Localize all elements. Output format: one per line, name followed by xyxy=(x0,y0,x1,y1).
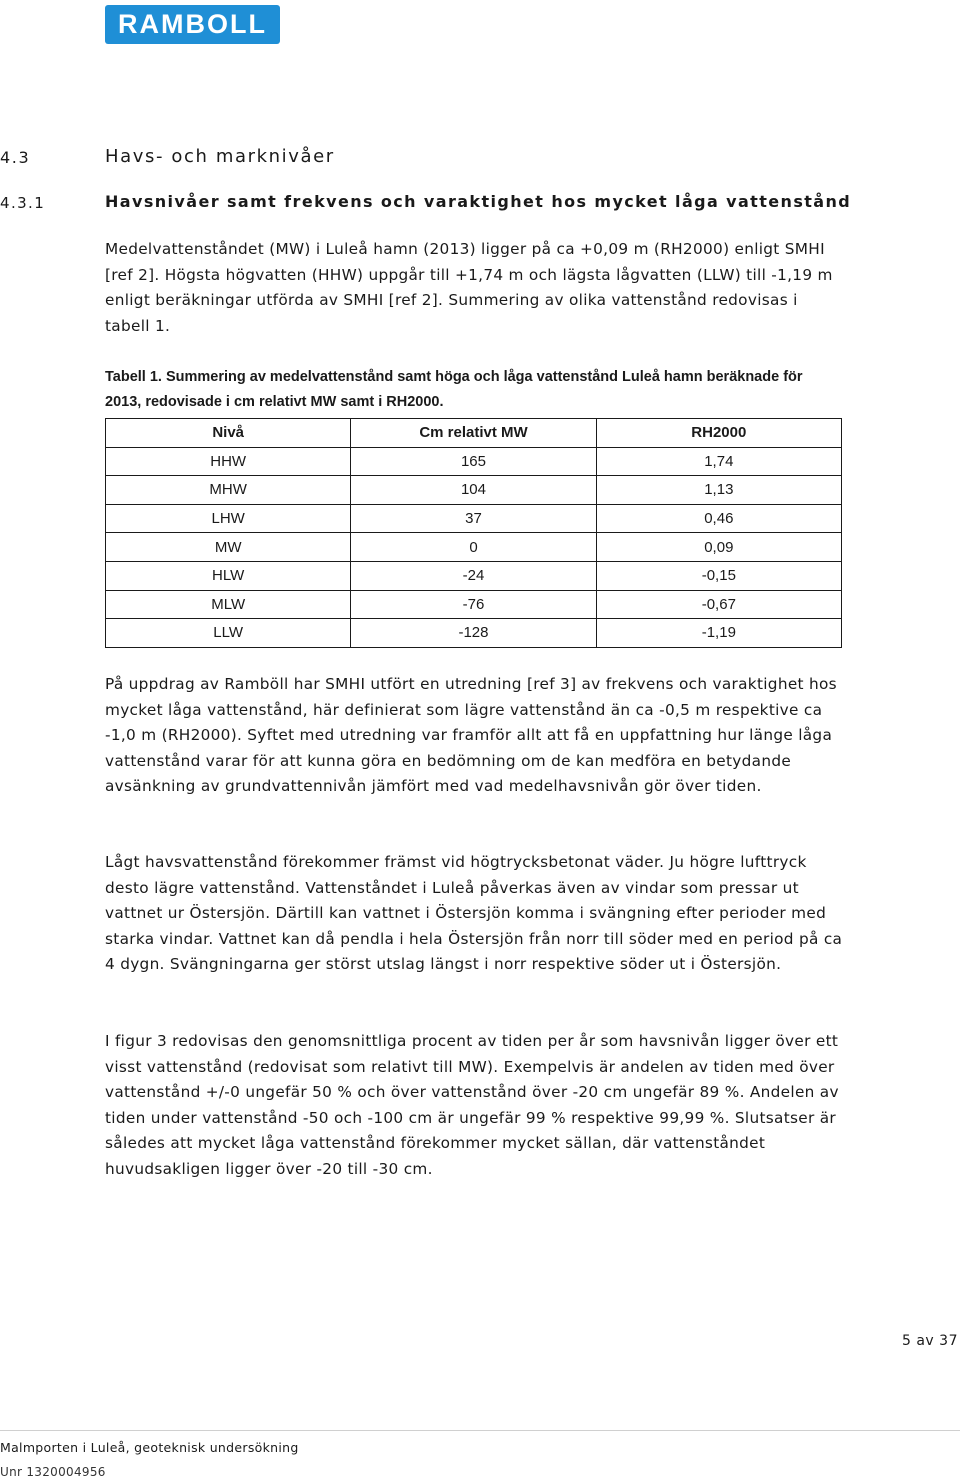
table-row xyxy=(106,590,842,619)
section-title: Havs- och marknivåer xyxy=(105,146,335,167)
cell-cm: -76 xyxy=(351,590,596,619)
ramboll-logo: RAMBOLL xyxy=(105,5,280,44)
cell-level: HLW xyxy=(106,561,351,590)
cell-rh2000: 0,09 xyxy=(596,533,841,562)
water-levels-table xyxy=(105,418,842,648)
cell-rh2000: 1,13 xyxy=(596,476,841,505)
paragraph-figure-3: I figur 3 redovisas den genomsnittliga procent av tiden per år som havsnivån ligger över ett visst vattenstånd (redovisat som relativt till MW). Exempelvis är andelen av tiden med över vattenstånd +/-0 ungefär 50 % och över vattenstånd över -20 cm ungefär 89 %. Andelen av tiden under vattenstånd -50 och -100 cm är ungefär 99 % respektive 99,99 %. Slutsatser är således att mycket låga vattenstånd förekommer mycket sällan, där vattenståndet huvudsakligen ligger över -20 till -30 cm. xyxy=(105,1032,839,1178)
table-row xyxy=(106,561,842,590)
cell-level: MLW xyxy=(106,590,351,619)
cell-cm: -24 xyxy=(351,561,596,590)
cell-level: MW xyxy=(106,533,351,562)
cell-level: MHW xyxy=(106,476,351,505)
table-row xyxy=(106,476,842,505)
subsection-title: Havsnivåer samt frekvens och varaktighet hos mycket låga vattenstånd xyxy=(105,192,852,211)
paragraph-intro: Medelvattenståndet (MW) i Luleå hamn (2013) ligger på ca +0,09 m (RH2000) enligt SMHI [ref 2]. Högsta högvatten (HHW) uppgår till +1,74 m och lägsta lågvatten (LLW) till -1,19 m enligt beräkningar utförda av SMHI [ref 2]. Summering av olika vattenstånd redovisas i tabell 1. xyxy=(105,240,833,335)
page-number: 5 av 37 xyxy=(902,1333,958,1349)
cell-rh2000: -0,67 xyxy=(596,590,841,619)
footer-document-title: Malmporten i Luleå, geoteknisk undersökning xyxy=(0,1440,299,1455)
cell-rh2000: 0,46 xyxy=(596,504,841,533)
cell-level: LHW xyxy=(106,504,351,533)
subsection-number: 4.3.1 xyxy=(0,194,46,212)
cell-cm: 104 xyxy=(351,476,596,505)
table-row xyxy=(106,533,842,562)
cell-rh2000: 1,74 xyxy=(596,447,841,476)
column-header-cm-relative-mw: Cm relativt MW xyxy=(351,419,596,448)
cell-cm: -128 xyxy=(351,619,596,648)
cell-cm: 0 xyxy=(351,533,596,562)
cell-cm: 165 xyxy=(351,447,596,476)
table-header-row xyxy=(106,419,842,448)
table-caption: Tabell 1. Summering av medelvattenstånd samt höga och låga vattenstånd Luleå hamn beräknade för 2013, redovisade i cm relativt MW samt i RH2000. xyxy=(105,369,803,410)
table-row xyxy=(106,447,842,476)
footer-divider xyxy=(0,1430,960,1431)
cell-cm: 37 xyxy=(351,504,596,533)
table-row xyxy=(106,619,842,648)
cell-level: HHW xyxy=(106,447,351,476)
column-header-rh2000: RH2000 xyxy=(596,419,841,448)
column-header-level: Nivå xyxy=(106,419,351,448)
cell-rh2000: -0,15 xyxy=(596,561,841,590)
footer-document-number: Unr 1320004956 xyxy=(0,1465,106,1479)
cell-rh2000: -1,19 xyxy=(596,619,841,648)
cell-level: LLW xyxy=(106,619,351,648)
section-number: 4.3 xyxy=(0,148,31,167)
paragraph-smhi-study: På uppdrag av Ramböll har SMHI utfört en utredning [ref 3] av frekvens och varaktighet hos mycket låga vattenstånd, här definierat som lägre vattenstånd än ca -0,5 m respektive ca -1,0 m (RH2000). Syftet med utredning var framför allt att få en uppfattning hur länge låga vattenstånd varar för att kunna göra en bedömning om de kan medföra en betydande avsänkning av grundvattennivån jämfört med vad medelhavsnivån gör över tiden. xyxy=(105,675,837,795)
table-row xyxy=(106,504,842,533)
paragraph-low-sea-level: Lågt havsvattenstånd förekommer främst vid högtrycksbetonat väder. Ju högre lufttryck desto lägre vattenstånd. Vattenståndet i Luleå påverkas även av vindar som pressar ut vattnet ur Östersjön. Därtill kan vattnet i Östersjön komma i svängning efter perioder med starka vindar. Vattnet kan då pendla i hela Östersjön från norr till söder med en period på ca 4 dygn. Svängningarna ger störst utslag längst i norr respektive söder ut i Östersjön. xyxy=(105,853,843,973)
